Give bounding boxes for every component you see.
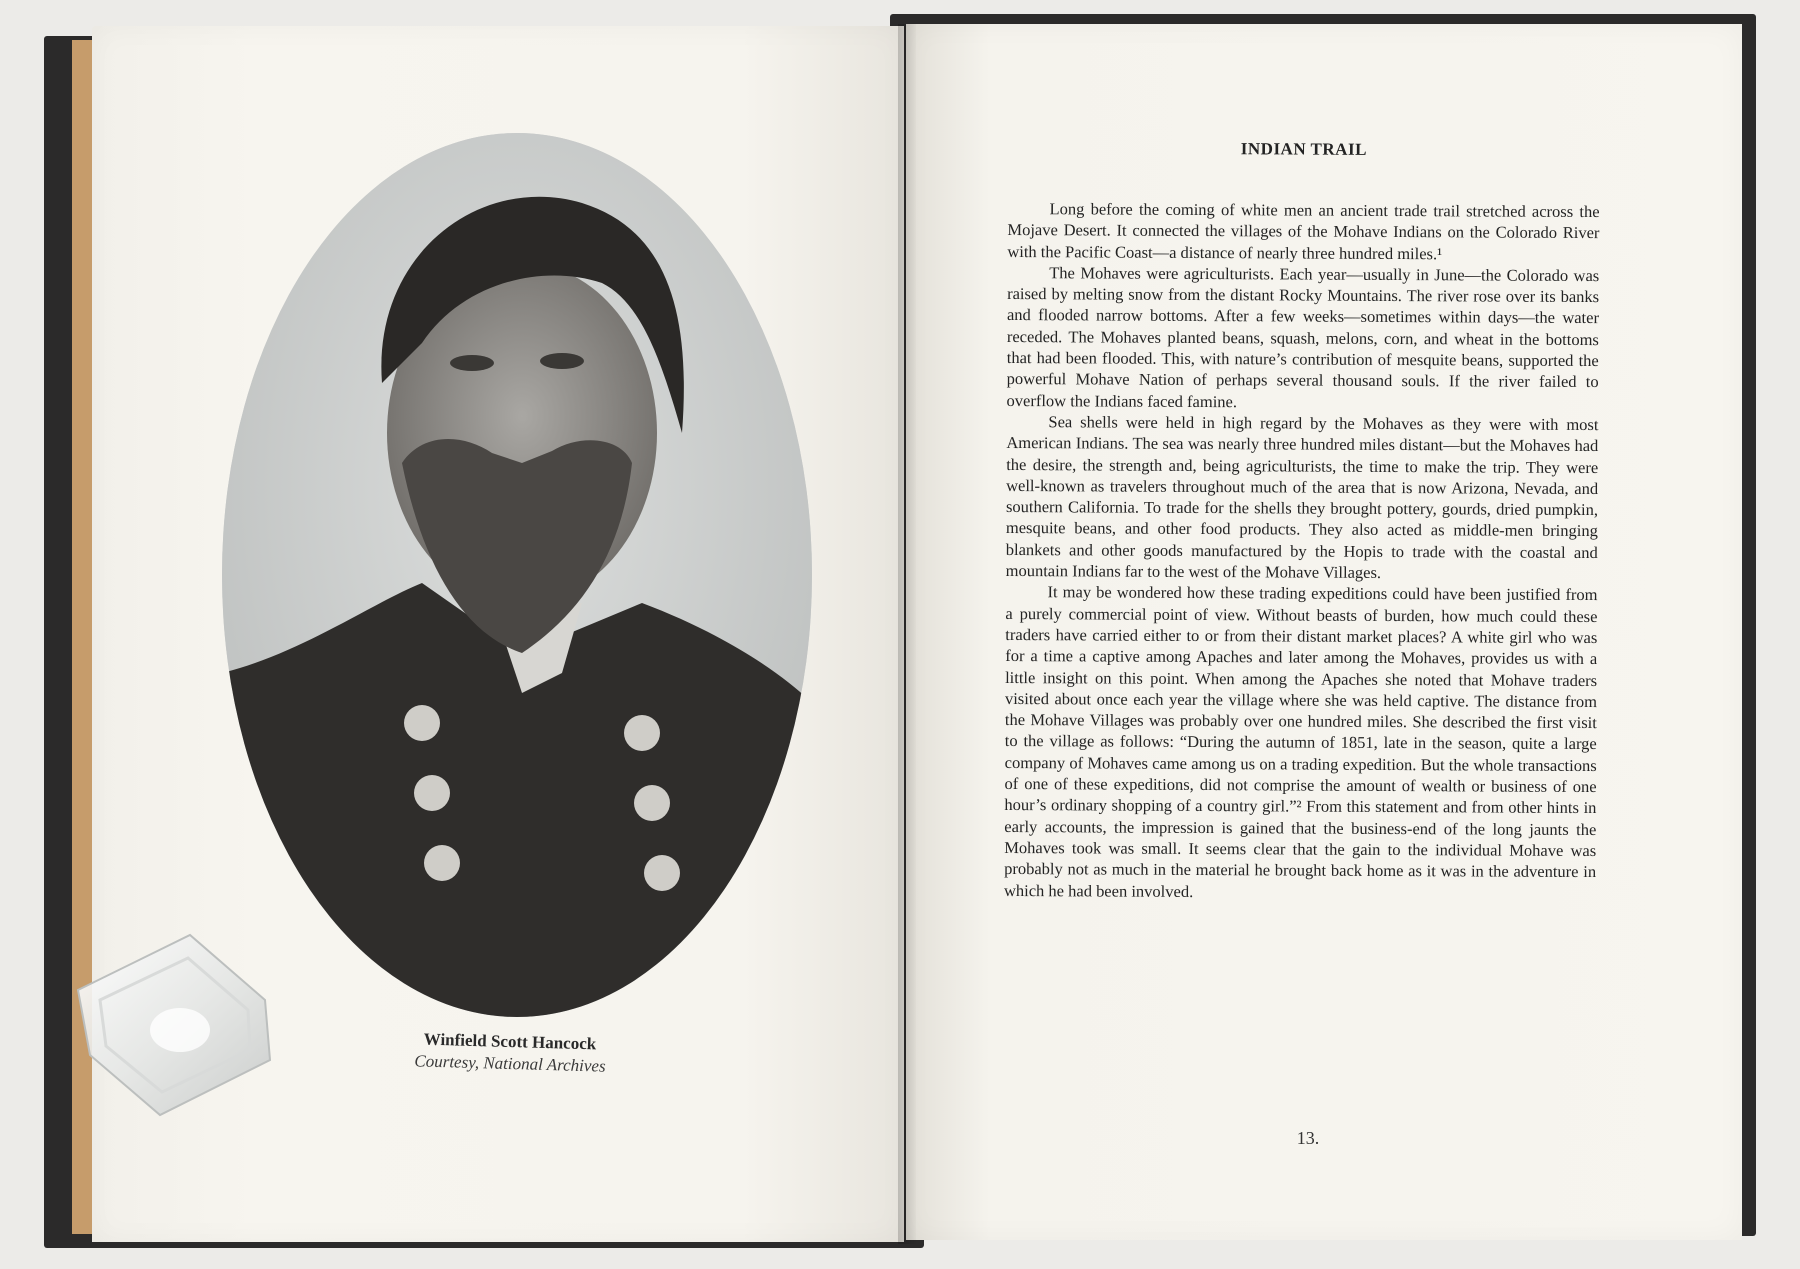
chapter-title: INDIAN TRAIL [1240,139,1367,159]
article-body [1004,126,1600,904]
paragraph: Long before the coming of white men an ancient trade trail stretched across the Mojave Desert. It connected the villages of the Mohave Indians on the Colorado River with the Pacific Coast—a distance of nearly three hundred miles.¹ [1007,199,1600,263]
portrait-photo [222,133,812,1017]
paragraph: Sea shells were held in high regard by the Mohaves as they were with most American Indians. The sea was nearly three hundred miles distant—but the Mohaves had the desire, the strength and, being agriculturists, the time to make the trip. They were well-known as travelers throughout much of the area that is now Arizona, Nevada, and southern California. To trade for the shells they brought pottery, gourds, dried pumpkin, mesquite beans, and other food products. They also acted as middle-men bringing blankets and other goods manufactured by the Hopis to trade with the coastal and mountain Indians far to the west of the Mohave Villages. [1005,412,1599,583]
page-number: 13. [1296,1128,1320,1148]
photo-caption-credit: Courtesy, National Archives [414,1051,606,1076]
paragraph: The Mohaves were agriculturists. Each year—usually in June—the Colorado was raised by melting snow from the distant Rocky Mountains. The river rose over its banks and flooded narrow bottoms. After a few weeks—sometimes within days—the water receded. The Mohaves planted beans, squash, melons, corn, and wheat in the bottoms that had been flooded. This, with nature’s contribution of mesquite beans, supported the powerful Mohave Nation of perhaps several thousand souls. If the river failed to overflow the Indians faced famine. [1006,263,1600,411]
paragraph: It may be wondered how these trading expeditions could have been justified from a purely commercial point of view. Without beasts of burden, how much could these traders have carried either to or from their distant market places? A white girl who was for a time a captive among Apaches and later among the Mohaves, provides us with a little insight on this point. When among the Apaches she noted that Mohave traders visited about once each year the village where she was held captive. The distance from the Mohave Villages was probably over one hundred miles. She described the first visit to the village as follows: “During the autumn of 1851, late in the season, quite a large company of Mohaves came among us on a trading expedition. But the whole transactions of one of these expeditions, did not comprise the amount of wealth or business of one hour’s ordinary shopping of a country girl.”² From this statement and from other hints in early accounts, the impression is gained that the business-end of the long jaunts the Mohaves took was small. It seems clear that the gain to the individual Mohave was probably not as much in the material he brought back home as it was in the adventure in which he had been involved. [1003,582,1598,901]
book-gutter [898,24,916,1244]
glass-paperweight [70,930,280,1120]
photo-caption-name: Winfield Scott Hancock [423,1029,597,1054]
